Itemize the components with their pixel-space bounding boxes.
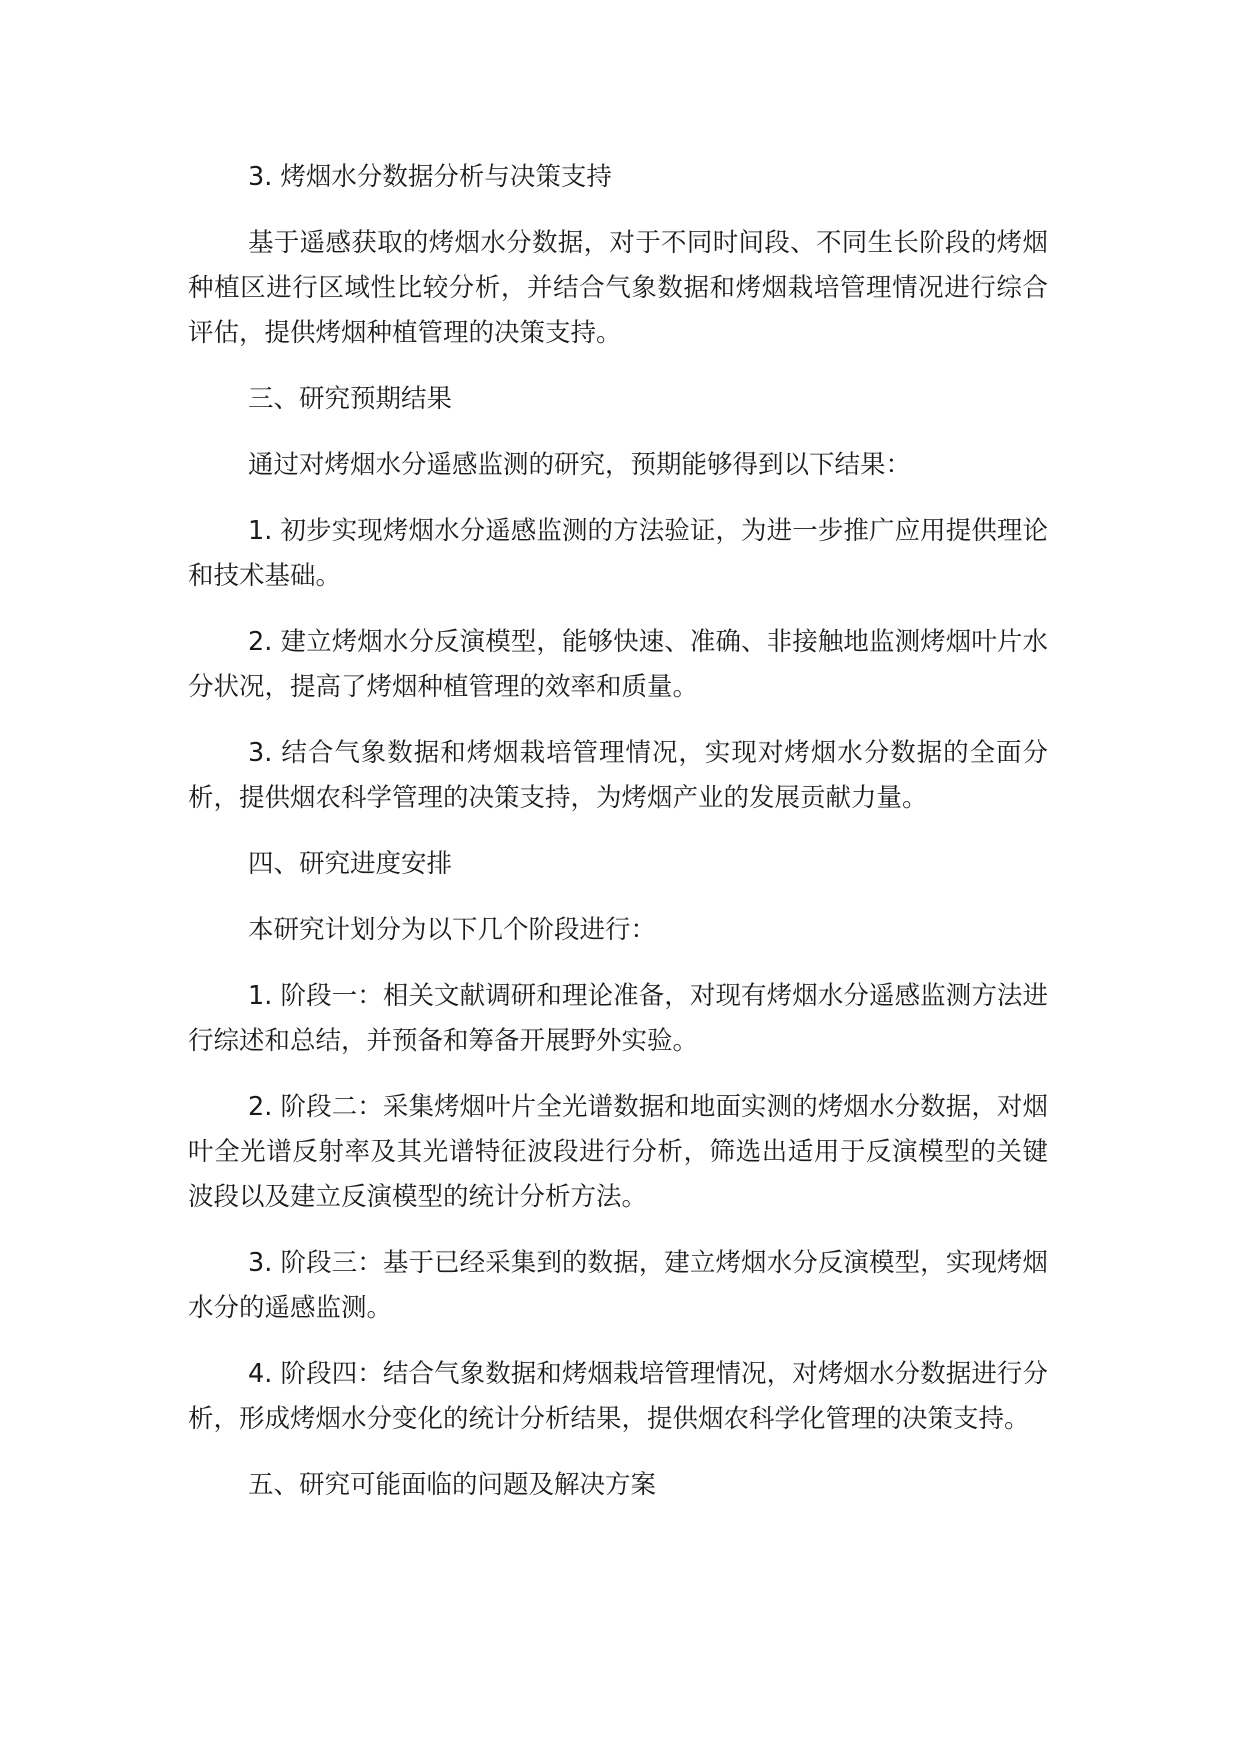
- list-item-stage-4: 4. 阶段四：结合气象数据和烤烟栽培管理情况，对烤烟水分数据进行分析，形成烤烟水分变化的统计分析结果，提供烟农科学化管理的决策支持。: [188, 1359, 1048, 1434]
- list-item-stage-2: 2. 阶段二：采集烤烟叶片全光谱数据和地面实测的烤烟水分数据，对烟叶全光谱反射率及其光谱特征波段进行分析，筛选出适用于反演模型的关键波段以及建立反演模型的统计分析方法。: [188, 1092, 1048, 1212]
- list-item-result-2: 2. 建立烤烟水分反演模型，能够快速、准确、非接触地监测烤烟叶片水分状况，提高了烤烟种植管理的效率和质量。: [188, 627, 1048, 702]
- section-heading-problems: 五、研究可能面临的问题及解决方案: [248, 1470, 657, 1500]
- section-heading-schedule: 四、研究进度安排: [248, 849, 453, 879]
- list-item-result-1: 1. 初步实现烤烟水分遥感监测的方法验证，为进一步推广应用提供理论和技术基础。: [188, 516, 1048, 591]
- subheading-water-data-analysis: 3. 烤烟水分数据分析与决策支持: [248, 162, 612, 192]
- paragraph-analysis-description: 基于遥感获取的烤烟水分数据，对于不同时间段、不同生长阶段的烤烟种植区进行区域性比较分析，并结合气象数据和烤烟栽培管理情况进行综合评估，提供烤烟种植管理的决策支持。: [188, 228, 1048, 348]
- list-item-stage-1: 1. 阶段一：相关文献调研和理论准备，对现有烤烟水分遥感监测方法进行综述和总结，并预备和筹备开展野外实验。: [188, 981, 1048, 1056]
- paragraph-schedule-intro: 本研究计划分为以下几个阶段进行：: [248, 915, 657, 945]
- list-item-stage-3: 3. 阶段三：基于已经采集到的数据，建立烤烟水分反演模型，实现烤烟水分的遥感监测。: [188, 1248, 1048, 1323]
- document-page: [188, 155, 1048, 1508]
- section-heading-expected-results: 三、研究预期结果: [248, 384, 453, 414]
- paragraph-expected-intro: 通过对烤烟水分遥感监测的研究，预期能够得到以下结果：: [248, 450, 912, 480]
- list-item-result-3: 3. 结合气象数据和烤烟栽培管理情况，实现对烤烟水分数据的全面分析，提供烟农科学管理的决策支持，为烤烟产业的发展贡献力量。: [188, 738, 1048, 813]
